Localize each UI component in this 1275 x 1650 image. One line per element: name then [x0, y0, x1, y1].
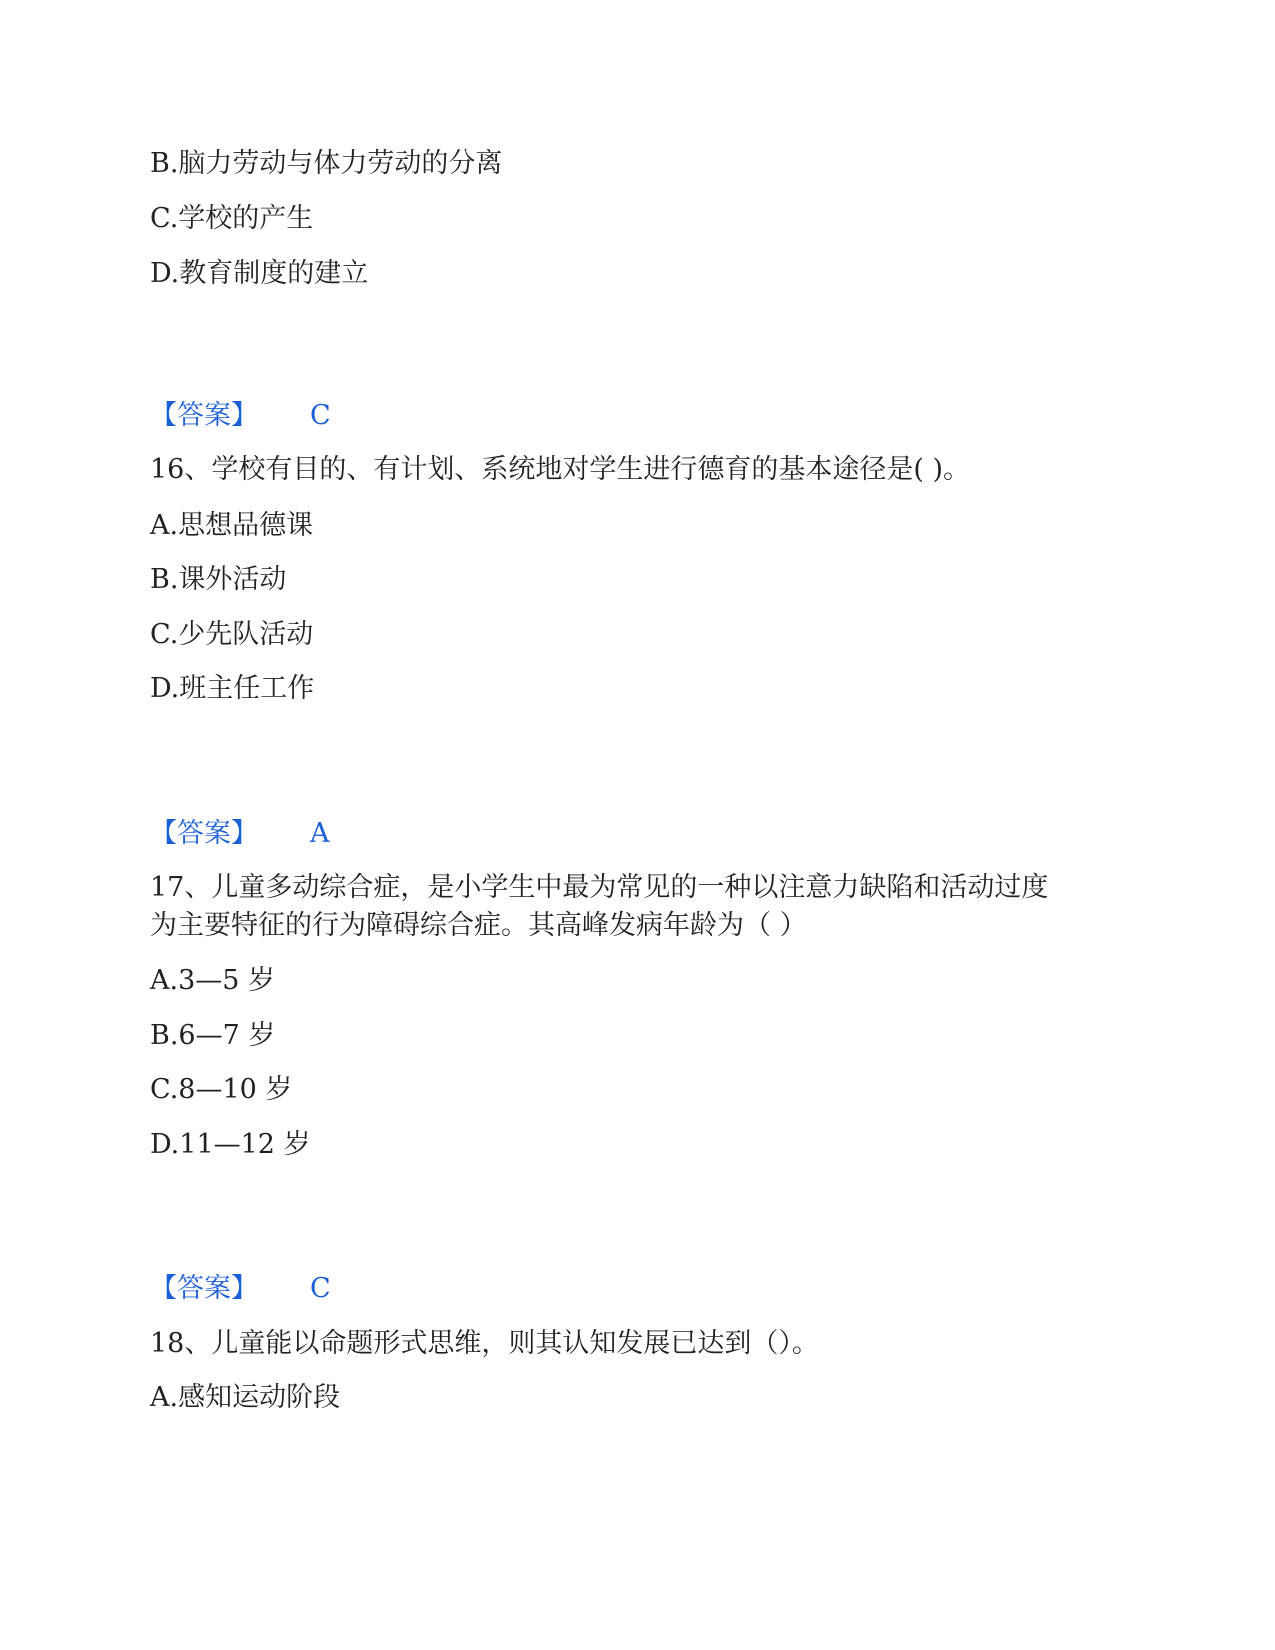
q17-option-a: A.3—5 岁	[150, 965, 276, 996]
q17-question-line2: 为主要特征的行为障碍综合症。其高峰发病年龄为（ ）	[150, 910, 807, 941]
q18-question: 18、儿童能以命题形式思维，则其认知发展已达到（）。	[150, 1328, 819, 1359]
answer-value: C	[310, 400, 331, 431]
q16-option-a: A.思想品德课	[150, 510, 314, 541]
answer-value: C	[310, 1273, 331, 1304]
q17-answer	[150, 1271, 450, 1307]
q17-option-d: D.11—12 岁	[150, 1129, 311, 1160]
q15-answer	[150, 398, 450, 434]
q17-option-b: B.6—7 岁	[150, 1020, 276, 1051]
q16-option-b: B.课外活动	[150, 564, 287, 595]
answer-label: 【答案】	[150, 818, 258, 849]
q15-option-c: C.学校的产生	[150, 203, 314, 234]
q15-option-d: D.教育制度的建立	[150, 258, 369, 289]
q16-option-c: C.少先队活动	[150, 619, 314, 650]
q17-option-c: C.8—10 岁	[150, 1074, 293, 1105]
q16-question: 16、学校有目的、有计划、系统地对学生进行德育的基本途径是( )。	[150, 454, 971, 485]
q15-option-b: B.脑力劳动与体力劳动的分离	[150, 148, 503, 179]
answer-label: 【答案】	[150, 400, 258, 431]
q16-answer	[150, 816, 450, 852]
q16-option-d: D.班主任工作	[150, 673, 315, 704]
q17-question-line1: 17、儿童多动综合症，是小学生中最为常见的一种以注意力缺陷和活动过度	[150, 872, 1049, 903]
q18-option-a: A.感知运动阶段	[150, 1382, 341, 1413]
answer-value: A	[310, 818, 330, 849]
answer-label: 【答案】	[150, 1273, 258, 1304]
